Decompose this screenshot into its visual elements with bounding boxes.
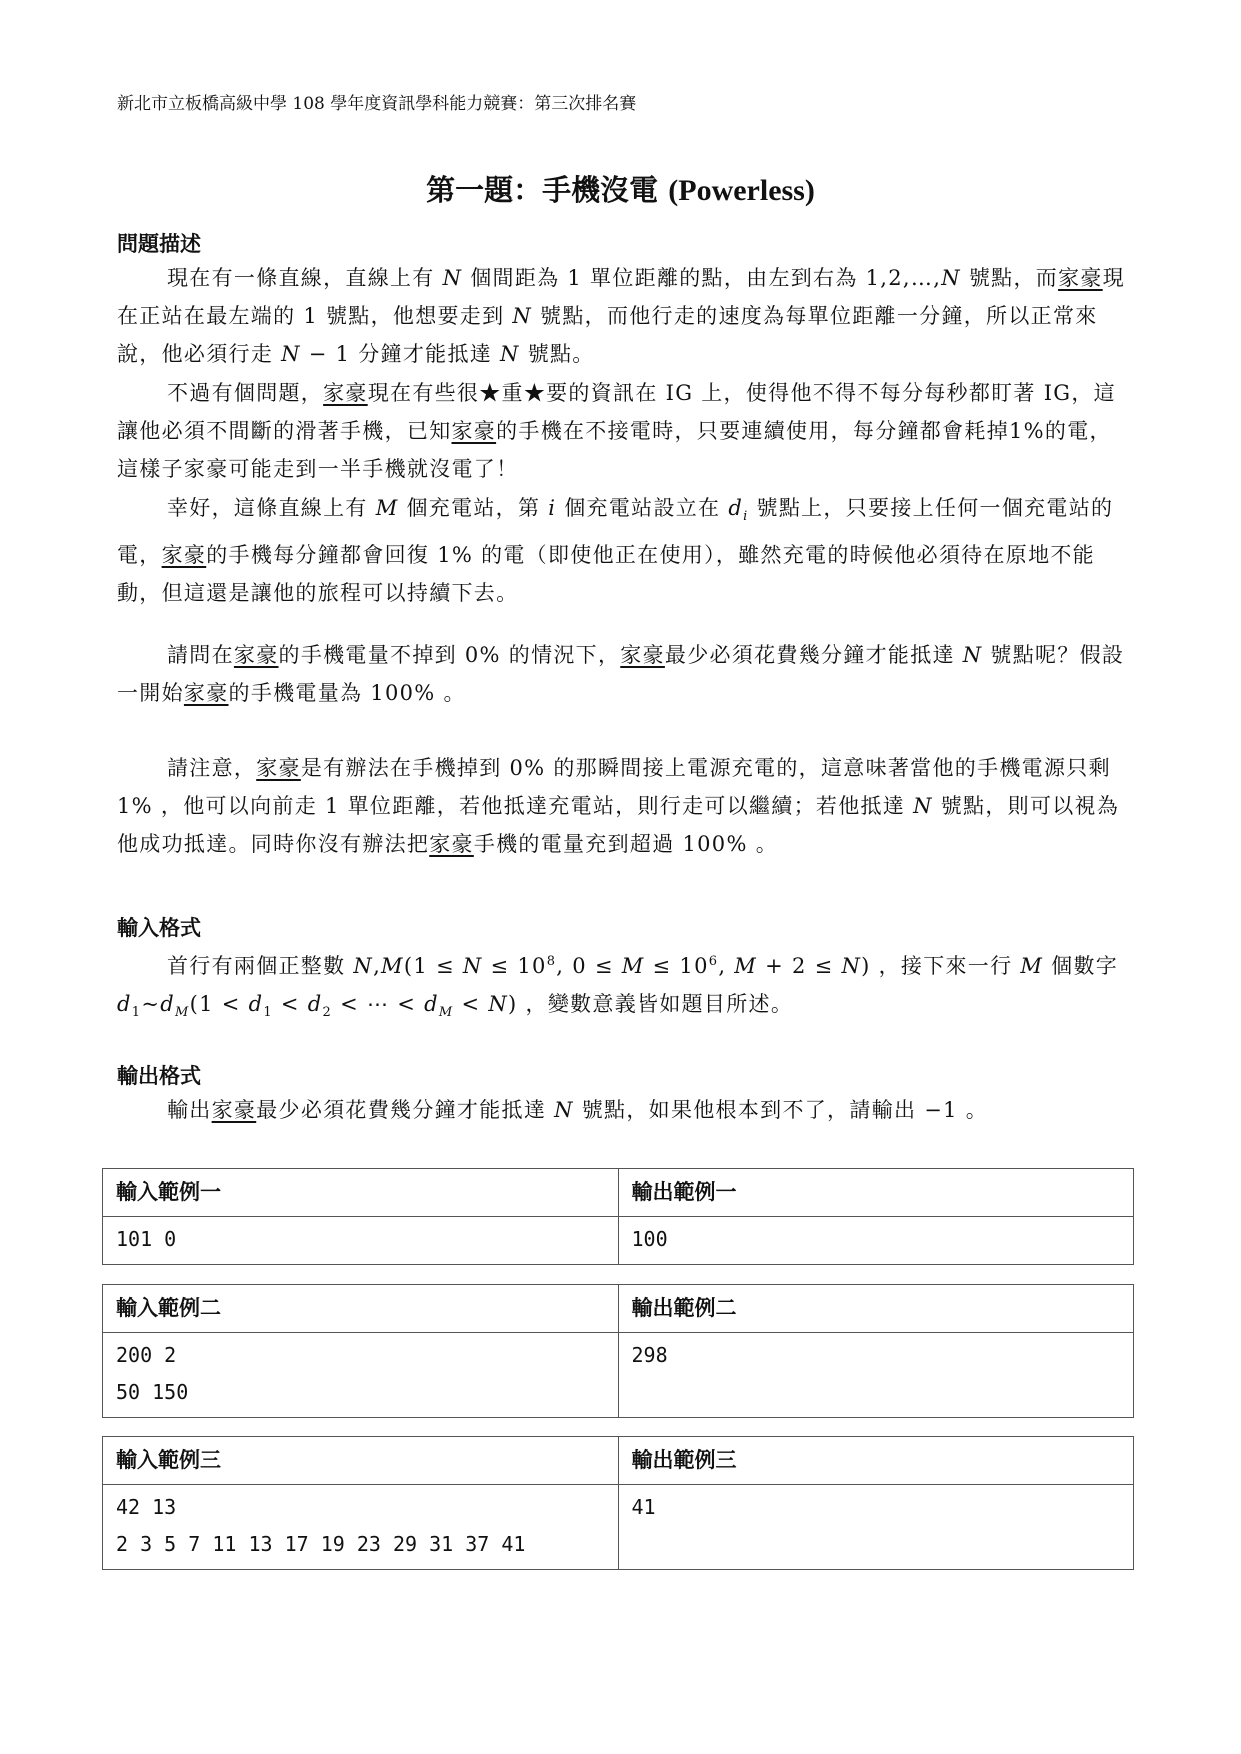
example-output-value: 41 — [618, 1485, 1134, 1570]
title-zh: 第一題：手機沒電 — [426, 173, 659, 207]
section-heading-output: 輸出格式 — [117, 1063, 201, 1088]
description-paragraph-4: 請問在家豪的手機電量不掉到 0% 的情況下，家豪最少必須花費幾分鐘才能抵達 N 號點呢？假設一開始家豪的手機電量為 100% 。 — [117, 643, 1125, 705]
example-output-label: 輸出範例一 — [618, 1169, 1134, 1217]
output-format-paragraph: 輸出家豪最少必須花費幾分鐘才能抵達 N 號點，如果他根本到不了，請輸出 −1 。 — [167, 1098, 989, 1122]
example-input-label: 輸入範例一 — [103, 1169, 619, 1217]
title-en: (Powerless) — [668, 174, 815, 207]
example-input-value: 200 2 50 150 — [103, 1333, 619, 1418]
example-input-label: 輸入範例三 — [103, 1437, 619, 1485]
problem-title — [0, 168, 1241, 209]
section-heading-description: 問題描述 — [117, 231, 201, 256]
description-paragraph-1: 現在有一條直線，直線上有 N 個間距為 1 單位距離的點，由左到右為 1,2,…,N 號點，而家豪現在正站在最左端的 1 號點，他想要走到 N 號點，而他行走的速度為每單位距離一分鐘，所以正常來說，他必須行走 N − 1 分鐘才能抵達 N 號點。 — [117, 266, 1125, 366]
example-output-label: 輸出範例三 — [618, 1437, 1134, 1485]
input-format-paragraph: 首行有兩個正整數 $N,M(1 \le N \le 10^8$, $0 \le M \le 10^6$, M + 2 ≤ N) ，接下來一行 M 個數字 $d_1\sim d_M(1 < d_1 < d_2$ < ⋯ < $d_M < N$) ，變數意義皆如題目所述。 — [117, 954, 1119, 1021]
description-paragraph-2: 不過有個問題，家豪現在有些很★重★要的資訊在 IG 上，使得他不得不每分每秒都盯著 IG，這讓他必須不間斷的滑著手機，已知家豪的手機在不接電時，只要連續使用，每分鐘都會耗掉1%的電，這樣子家豪可能走到一半手機就沒電了！ — [117, 381, 1116, 481]
example-input-value: 101 0 — [103, 1217, 619, 1265]
example-output-value: 298 — [618, 1333, 1134, 1418]
example-table-1 — [102, 1168, 1134, 1265]
section-heading-input: 輸入格式 — [117, 915, 201, 940]
example-input-label: 輸入範例二 — [103, 1285, 619, 1333]
example-table-2 — [102, 1284, 1134, 1418]
example-output-label: 輸出範例二 — [618, 1285, 1134, 1333]
example-output-value: 100 — [618, 1217, 1134, 1265]
description-paragraph-3: 幸好，這條直線上有 M 個充電站，第 i 個充電站設立在 $d_i$ 號點上，只要接上任何一個充電站的電，家豪的手機每分鐘都會回復 1% 的電（即使他正在使用），雖然充電的時候他必須待在原地不能動，但這還是讓他的旅程可以持續下去。 — [117, 496, 1114, 606]
description-paragraph-5: 請注意，家豪是有辦法在手機掉到 0% 的那瞬間接上電源充電的，這意味著當他的手機電源只剩 1% ，他可以向前走 1 單位距離，若他抵達充電站，則行走可以繼續；若他抵達 N 號點，則可以視為他成功抵達。同時你沒有辦法把家豪手機的電量充到超過 100% 。 — [117, 756, 1120, 856]
page-header: 新北市立板橋高級中學 108 學年度資訊學科能力競賽：第三次排名賽 — [117, 94, 637, 114]
example-table-3 — [102, 1436, 1134, 1570]
example-input-value: 42 13 2 3 5 7 11 13 17 19 23 29 31 37 41 — [103, 1485, 619, 1570]
